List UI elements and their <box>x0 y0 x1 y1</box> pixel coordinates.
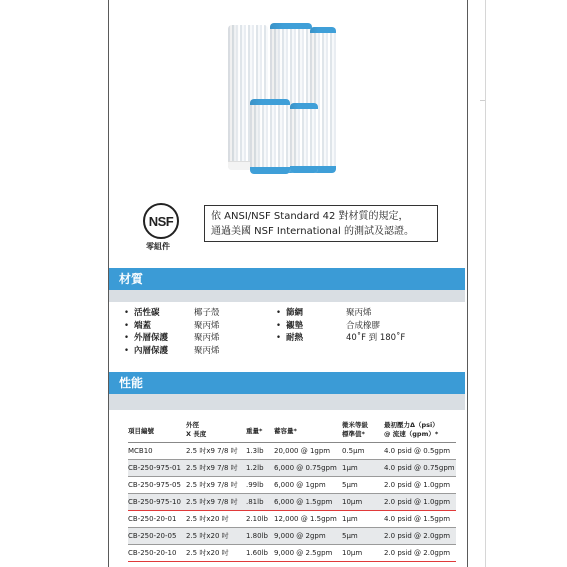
cell-model: CB-250-975-10 <box>128 498 181 506</box>
materials-band-shade <box>109 290 465 302</box>
nsf-statement <box>204 205 438 242</box>
cell-model: MCB10 <box>128 447 153 455</box>
materials-left-list <box>124 307 274 357</box>
cartridge-short-right <box>290 103 318 173</box>
cell-micron: 5μm <box>342 481 358 489</box>
cell-model: CB-250-20-01 <box>128 515 177 523</box>
material-value: 聚丙烯 <box>346 308 372 318</box>
material-row: • 內層保護 聚丙烯 <box>124 345 274 358</box>
nsf-logo-text: NSF <box>148 213 174 229</box>
material-row: • 耐熱 40˚F 到 180˚F <box>276 332 426 345</box>
header-model: 項目編號 <box>128 427 154 435</box>
header-size-1: 外徑 <box>186 421 199 429</box>
cell-capacity: 12,000 @ 1.5gpm <box>274 515 337 523</box>
header-pressure-1: 最初壓力Δ（psi） <box>384 421 439 429</box>
material-label: 耐熱 <box>286 333 304 343</box>
table-row <box>128 494 456 511</box>
nsf-statement-line1: 依 ANSI/NSF Standard 42 對材質的規定， <box>211 211 409 222</box>
nsf-statement-line2: 通過美國 NSF International 的測試及認證。 <box>211 226 414 237</box>
cell-size: 2.5 吋x9 7/8 吋 <box>186 498 238 506</box>
material-row: • 襯墊 合成橡膠 <box>276 320 426 333</box>
cell-capacity: 6,000 @ 1.5gpm <box>274 498 333 506</box>
cell-micron: 10μm <box>342 549 363 557</box>
cell-pressure: 2.0 psid @ 2.0gpm <box>384 549 451 557</box>
material-row: • 外層保護 聚丙烯 <box>124 332 274 345</box>
table-row <box>128 443 456 460</box>
material-value: 聚丙烯 <box>194 345 220 356</box>
performance-table <box>128 412 456 562</box>
cell-pressure: 4.0 psid @ 1.5gpm <box>384 515 451 523</box>
cell-weight: 1.3lb <box>246 447 264 455</box>
material-label: 端蓋 <box>134 320 152 331</box>
material-value: 40˚F 到 180˚F <box>346 333 406 343</box>
header-weight: 重量* <box>246 427 263 435</box>
cell-pressure: 4.0 psid @ 0.75gpm <box>384 464 455 472</box>
header-micron-2: 標準值* <box>342 430 365 438</box>
cell-weight: 1.80lb <box>246 532 268 540</box>
material-row: • 端蓋 聚丙烯 <box>124 320 274 333</box>
material-label: 活性碳 <box>134 308 160 318</box>
table-row <box>128 477 456 494</box>
cell-micron: 1μm <box>342 515 358 523</box>
table-row <box>128 545 456 562</box>
header-pressure-2: @ 流速（gpm）* <box>384 430 439 438</box>
cartridge-short-left <box>250 99 290 174</box>
materials-header: 材質 <box>109 268 465 290</box>
nsf-logo <box>143 203 179 239</box>
cell-pressure: 2.0 psid @ 2.0gpm <box>384 532 451 540</box>
cell-weight: .99lb <box>246 481 264 489</box>
header-size-2: X 長度 <box>186 430 207 438</box>
cell-weight: .81lb <box>246 498 264 506</box>
cell-size: 2.5 吋x20 吋 <box>186 549 229 557</box>
cell-capacity: 9,000 @ 2.5gpm <box>274 549 333 557</box>
cell-micron: 10μm <box>342 498 363 506</box>
cell-model: CB-250-20-10 <box>128 549 177 557</box>
cell-micron: 5μm <box>342 532 358 540</box>
cell-capacity: 20,000 @ 1gpm <box>274 447 331 455</box>
material-value: 椰子殼 <box>194 308 220 318</box>
page-divider <box>485 0 486 567</box>
material-label: 篩網 <box>286 308 304 318</box>
cell-size: 2.5 吋x9 7/8 吋 <box>186 481 238 489</box>
cell-capacity: 6,000 @ 0.75gpm <box>274 464 337 472</box>
material-label: 內層保護 <box>134 345 169 356</box>
cell-model: CB-250-975-05 <box>128 481 181 489</box>
divider-tick <box>480 100 485 101</box>
cell-size: 2.5 吋x9 7/8 吋 <box>186 447 238 455</box>
cell-micron: 0.5μm <box>342 447 365 455</box>
table-row <box>128 460 456 477</box>
cell-model: CB-250-975-01 <box>128 464 181 472</box>
table-row <box>128 511 456 528</box>
cell-weight: 2.10lb <box>246 515 268 523</box>
material-row: • 活性碳 椰子殼 <box>124 307 274 320</box>
performance-band-shade <box>109 394 465 410</box>
material-value: 合成橡膠 <box>346 320 381 331</box>
material-label: 外層保護 <box>134 333 169 343</box>
table-header <box>128 412 456 443</box>
material-value: 聚丙烯 <box>194 320 220 331</box>
cell-micron: 1μm <box>342 464 358 472</box>
cell-model: CB-250-20-05 <box>128 532 177 540</box>
material-label: 襯墊 <box>286 320 304 331</box>
cell-weight: 1.2lb <box>246 464 264 472</box>
cell-capacity: 9,000 @ 2gpm <box>274 532 326 540</box>
cell-weight: 1.60lb <box>246 549 268 557</box>
table-row <box>128 528 456 545</box>
product-photo <box>110 3 464 183</box>
cell-size: 2.5 吋x20 吋 <box>186 515 229 523</box>
cell-pressure: 2.0 psid @ 1.0gpm <box>384 481 451 489</box>
cell-pressure: 4.0 psid @ 0.5gpm <box>384 447 451 455</box>
material-row: • 篩網 聚丙烯 <box>276 307 426 320</box>
performance-header: 性能 <box>109 372 465 394</box>
header-micron-1: 微米等級 <box>342 421 368 429</box>
materials-right-list <box>276 307 426 345</box>
nsf-caption: 零組件 <box>146 242 170 251</box>
cell-pressure: 2.0 psid @ 1.0gpm <box>384 498 451 506</box>
cell-capacity: 6,000 @ 1gpm <box>274 481 326 489</box>
cell-size: 2.5 吋x9 7/8 吋 <box>186 464 238 472</box>
header-capacity: 蓄容量* <box>274 427 297 435</box>
material-value: 聚丙烯 <box>194 333 220 343</box>
cell-size: 2.5 吋x20 吋 <box>186 532 229 540</box>
